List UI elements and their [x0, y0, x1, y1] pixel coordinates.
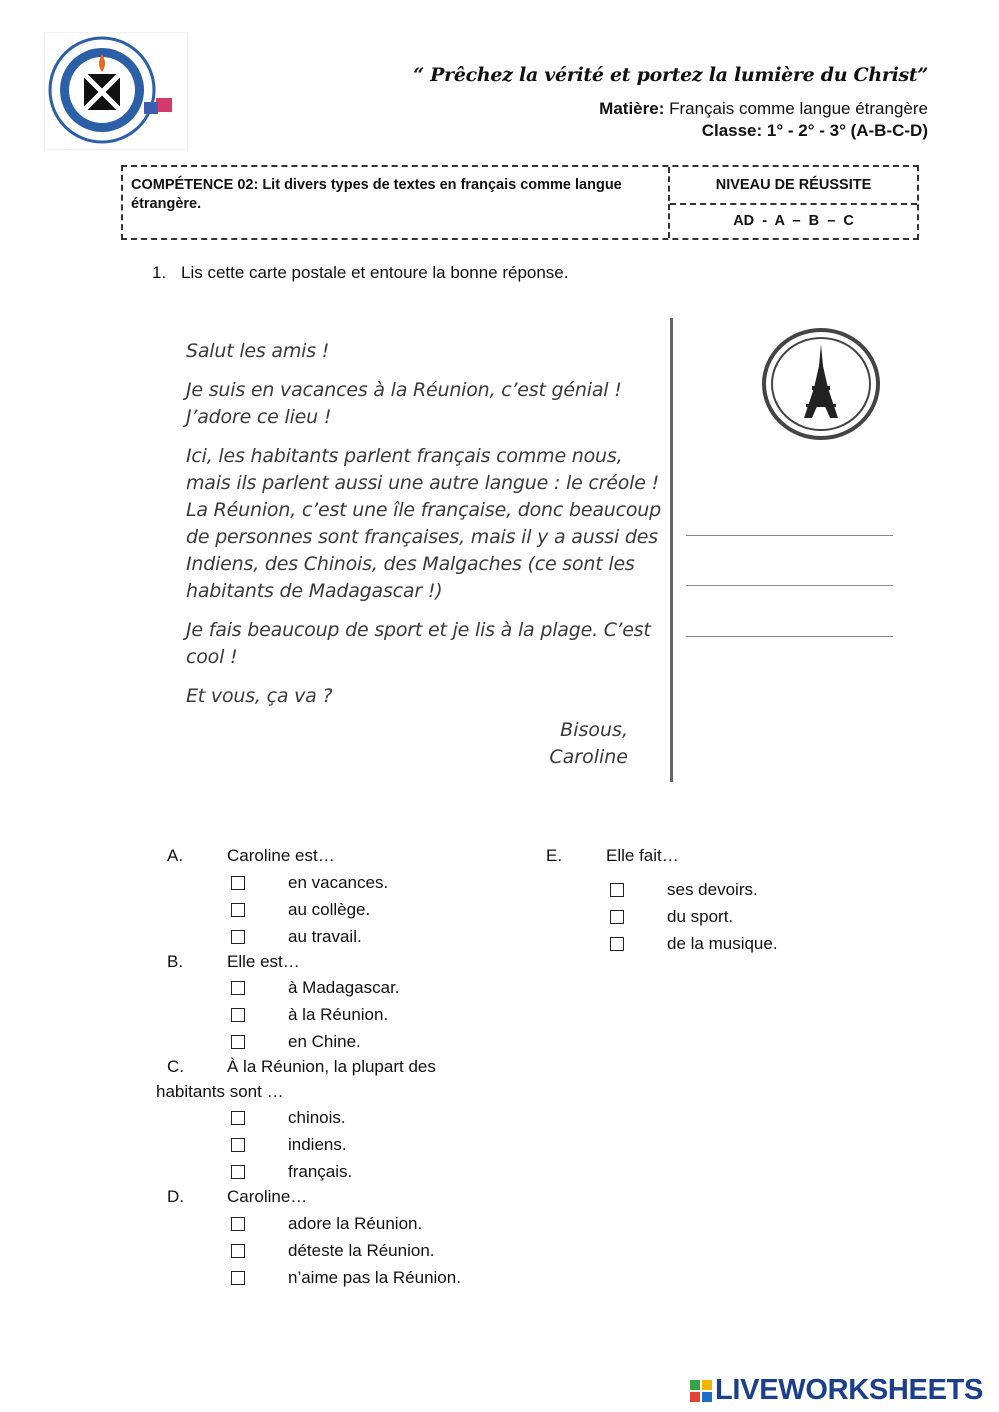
checkbox-icon[interactable]: [610, 937, 624, 951]
question-e: [546, 846, 679, 866]
option-label: à la Réunion.: [288, 1005, 389, 1024]
postcard-line: habitants de Madagascar !): [186, 580, 443, 602]
question-text: Elle est…: [227, 952, 300, 971]
option-item[interactable]: [231, 1268, 461, 1288]
brand-block: [702, 1380, 712, 1390]
option-item[interactable]: [231, 927, 362, 947]
option-label: français.: [288, 1162, 353, 1181]
postcard-text: [186, 338, 661, 710]
checkbox-icon[interactable]: [610, 910, 624, 924]
level-header: NIVEAU DE RÉUSSITE: [670, 167, 917, 205]
checkbox-icon[interactable]: [231, 1165, 245, 1179]
class-line: Classe: 1° - 2° - 3° (A-B-C-D): [701, 121, 928, 140]
question-d: [167, 1187, 307, 1207]
signature-greeting: Bisous,: [560, 719, 628, 741]
option-item[interactable]: [231, 1214, 422, 1234]
level-values: AD - A – B – C: [733, 212, 854, 229]
brand-block: [702, 1392, 712, 1402]
instruction: [152, 263, 568, 283]
checkbox-icon[interactable]: [231, 1008, 245, 1022]
postcard-line: de personnes sont françaises, mais il y a aussi des: [186, 526, 658, 548]
postcard-divider: [670, 318, 673, 782]
checkbox-icon[interactable]: [231, 1035, 245, 1049]
address-line: [686, 585, 893, 586]
subject-value: Français comme langue étrangère: [664, 99, 928, 118]
question-text-continued: habitants sont …: [156, 1082, 284, 1101]
question-text: Caroline…: [227, 1187, 308, 1206]
instruction-number: 1.: [152, 263, 167, 282]
postcard-line: mais ils parlent aussi une autre langue : le créole !: [186, 472, 660, 494]
option-item[interactable]: [231, 1005, 388, 1025]
postcard-line: cool !: [186, 646, 238, 668]
liveworksheets-blocks-icon: [690, 1380, 712, 1402]
option-label: en Chine.: [288, 1032, 361, 1051]
signature-name: Caroline: [549, 746, 628, 768]
checkbox-icon[interactable]: [231, 1244, 245, 1258]
subject-label: Matière:: [599, 99, 665, 118]
postcard-line: J’adore ce lieu !: [186, 406, 332, 428]
question-text: À la Réunion, la plupart des: [227, 1057, 436, 1076]
question-letter: C.: [167, 1057, 184, 1076]
question-b: [167, 952, 300, 972]
postcard-line: Ici, les habitants parlent français comme nous,: [186, 445, 623, 467]
question-c: [167, 1057, 436, 1077]
postcard-line: La Réunion, c’est une île française, donc beaucoup: [186, 499, 661, 521]
checkbox-icon[interactable]: [231, 1138, 245, 1152]
competence-table: [121, 165, 919, 240]
question-letter: E.: [546, 846, 563, 865]
option-label: déteste la Réunion.: [288, 1241, 435, 1260]
question-letter: A.: [167, 846, 184, 865]
brand-block: [690, 1392, 700, 1402]
postcard-line: Et vous, ça va ?: [186, 685, 333, 707]
question-letter: B.: [167, 952, 184, 971]
option-label: adore la Réunion.: [288, 1214, 423, 1233]
option-label: au collège.: [288, 900, 371, 919]
option-label: de la musique.: [667, 934, 778, 953]
option-label: n’aime pas la Réunion.: [288, 1268, 461, 1287]
address-line: [686, 535, 893, 536]
checkbox-icon[interactable]: [231, 930, 245, 944]
question-text: Elle fait…: [606, 846, 679, 865]
option-item[interactable]: [231, 873, 388, 893]
checkbox-icon[interactable]: [231, 981, 245, 995]
question-text: Caroline est…: [227, 846, 335, 865]
competence-text: COMPÉTENCE 02: Lit divers types de textes en français comme langue étrangère.: [123, 167, 670, 238]
checkbox-icon[interactable]: [231, 903, 245, 917]
option-item[interactable]: [231, 1241, 435, 1261]
option-label: au travail.: [288, 927, 362, 946]
checkbox-icon[interactable]: [231, 1271, 245, 1285]
postcard-line: Indiens, des Chinois, des Malgaches (ce sont les: [186, 553, 635, 575]
postcard-line: Je fais beaucoup de sport et je lis à la plage. C’est: [186, 619, 651, 641]
checkbox-icon[interactable]: [231, 1111, 245, 1125]
option-item[interactable]: [231, 978, 400, 998]
eiffel-tower-stamp-icon: [760, 326, 882, 442]
option-item[interactable]: [610, 934, 778, 954]
option-item[interactable]: [231, 900, 370, 920]
liveworksheets-text: LIVEWORKSHEETS: [715, 1374, 984, 1406]
option-label: du sport.: [667, 907, 734, 926]
address-line: [686, 636, 893, 637]
checkbox-icon[interactable]: [231, 876, 245, 890]
instruction-text: Lis cette carte postale et entoure la bonne réponse.: [181, 263, 569, 282]
school-logo: [44, 32, 188, 150]
question-a: [167, 846, 335, 866]
option-item[interactable]: [231, 1032, 361, 1052]
option-item[interactable]: [231, 1162, 352, 1182]
brand-block: [690, 1380, 700, 1390]
option-label: à Madagascar.: [288, 978, 400, 997]
option-item[interactable]: [610, 907, 733, 927]
option-item[interactable]: [231, 1135, 347, 1155]
question-letter: D.: [167, 1187, 184, 1206]
checkbox-icon[interactable]: [231, 1217, 245, 1231]
checkbox-icon[interactable]: [610, 883, 624, 897]
liveworksheets-logo: [690, 1374, 983, 1407]
postcard-line: Salut les amis !: [186, 340, 330, 362]
postcard-line: Je suis en vacances à la Réunion, c’est génial !: [186, 379, 622, 401]
option-label: chinois.: [288, 1108, 346, 1127]
option-label: en vacances.: [288, 873, 389, 892]
option-item[interactable]: [610, 880, 758, 900]
subject-line: [599, 99, 928, 119]
school-motto: “ Prêchez la vérité et portez la lumière du Christ”: [413, 64, 928, 86]
postcard-signature: [540, 717, 628, 771]
option-item[interactable]: [231, 1108, 346, 1128]
option-label: ses devoirs.: [667, 880, 758, 899]
option-label: indiens.: [288, 1135, 347, 1154]
